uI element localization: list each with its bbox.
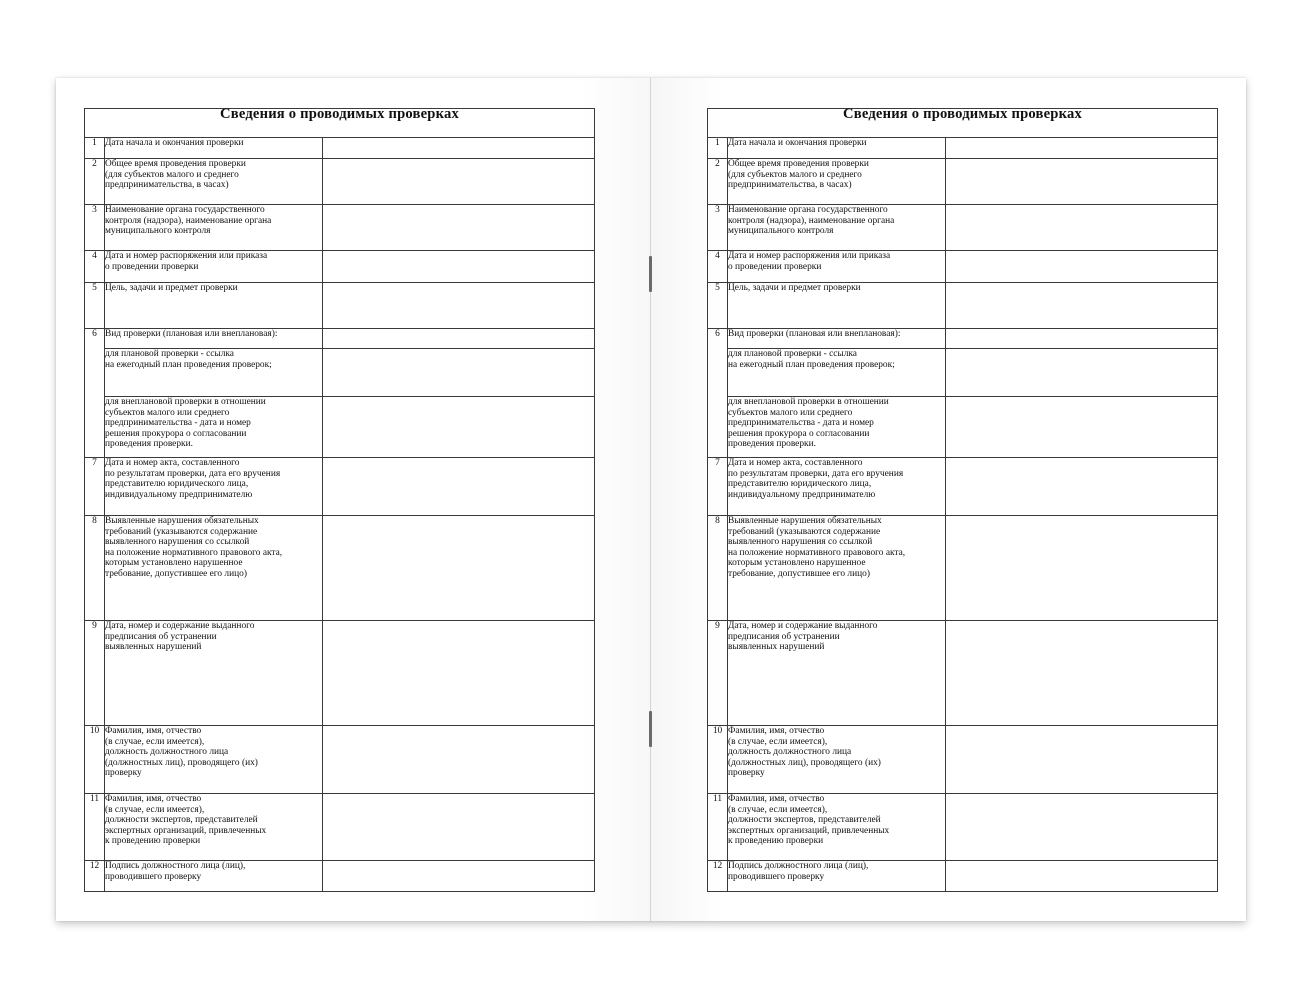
row-number: 12 <box>708 861 728 892</box>
row-label: Цель, задачи и предмет проверки <box>728 283 946 329</box>
form-title: Сведения о проводимых проверках <box>85 109 595 138</box>
row-number: 2 <box>708 159 728 205</box>
value-cell <box>323 159 595 205</box>
inspection-form-table <box>84 108 595 892</box>
value-cell <box>946 458 1218 516</box>
row-label: Цель, задачи и предмет проверки <box>105 283 323 329</box>
value-cell <box>946 349 1218 397</box>
row-label: Вид проверки (плановая или внеплановая): <box>728 329 946 349</box>
right-page <box>651 78 1246 921</box>
row-label: для плановой проверки - ссылка на ежегодный план проведения проверок; <box>105 349 323 397</box>
row-number: 4 <box>708 251 728 283</box>
value-cell <box>323 458 595 516</box>
row-number: 1 <box>85 138 105 159</box>
row-number: 6 <box>85 329 105 458</box>
row-number: 8 <box>708 516 728 621</box>
row-label: Общее время проведения проверки (для субъектов малого и среднего предпринимательства, в часах) <box>728 159 946 205</box>
left-page <box>56 78 651 921</box>
row-number: 3 <box>85 205 105 251</box>
row-number: 7 <box>85 458 105 516</box>
row-label: для плановой проверки - ссылка на ежегодный план проведения проверок; <box>728 349 946 397</box>
value-cell <box>946 159 1218 205</box>
row-label: для внеплановой проверки в отношении субъектов малого или среднего предпринимательства - дата и номер решения прокурора о согласовании проведения проверки. <box>728 397 946 458</box>
row-label: Фамилия, имя, отчество (в случае, если имеется), должности экспертов, представителей экспертных организаций, привлеченных к проведению проверки <box>105 794 323 861</box>
row-number: 11 <box>85 794 105 861</box>
inspection-form-table <box>707 108 1218 892</box>
value-cell <box>323 205 595 251</box>
row-number: 10 <box>708 726 728 794</box>
value-cell <box>946 329 1218 349</box>
value-cell <box>323 283 595 329</box>
row-number: 2 <box>85 159 105 205</box>
value-cell <box>323 794 595 861</box>
row-label: Выявленные нарушения обязательных требований (указываются содержание выявленного нарушения со ссылкой на положение нормативного правового акта, которым установлено нарушенное требование, допустившее его лицо) <box>105 516 323 621</box>
row-number: 3 <box>708 205 728 251</box>
row-label: Наименование органа государственного контроля (надзора), наименование органа муниципального контроля <box>105 205 323 251</box>
row-label: Дата и номер распоряжения или приказа о проведении проверки <box>728 251 946 283</box>
value-cell <box>323 397 595 458</box>
row-number: 6 <box>708 329 728 458</box>
value-cell <box>946 861 1218 892</box>
row-label: Дата, номер и содержание выданного предписания об устранении выявленных нарушений <box>105 621 323 726</box>
row-label: Фамилия, имя, отчество (в случае, если имеется), должность должностного лица (должностных лиц), проводящего (их) проверку <box>728 726 946 794</box>
row-label: Вид проверки (плановая или внеплановая): <box>105 329 323 349</box>
row-label: Дата начала и окончания проверки <box>105 138 323 159</box>
value-cell <box>946 726 1218 794</box>
value-cell <box>323 516 595 621</box>
row-number: 5 <box>85 283 105 329</box>
row-number: 8 <box>85 516 105 621</box>
value-cell <box>323 329 595 349</box>
staple <box>649 256 652 292</box>
row-label: Подпись должностного лица (лиц), проводившего проверку <box>105 861 323 892</box>
value-cell <box>946 138 1218 159</box>
row-label: Дата и номер акта, составленного по результатам проверки, дата его вручения представителю юридического лица, индивидуальному предпринимателю <box>728 458 946 516</box>
row-label: Общее время проведения проверки (для субъектов малого и среднего предпринимательства, в часах) <box>105 159 323 205</box>
row-label: Фамилия, имя, отчество (в случае, если имеется), должность должностного лица (должностных лиц), проводящего (их) проверку <box>105 726 323 794</box>
value-cell <box>946 516 1218 621</box>
value-cell <box>946 397 1218 458</box>
value-cell <box>323 621 595 726</box>
form-title: Сведения о проводимых проверках <box>708 109 1218 138</box>
value-cell <box>946 621 1218 726</box>
row-label: Фамилия, имя, отчество (в случае, если имеется), должности экспертов, представителей экспертных организаций, привлеченных к проведению проверки <box>728 794 946 861</box>
open-booklet-spread <box>56 78 1246 921</box>
row-number: 5 <box>708 283 728 329</box>
row-number: 9 <box>708 621 728 726</box>
value-cell <box>946 794 1218 861</box>
value-cell <box>946 205 1218 251</box>
row-number: 12 <box>85 861 105 892</box>
row-label: Дата, номер и содержание выданного предписания об устранении выявленных нарушений <box>728 621 946 726</box>
row-number: 4 <box>85 251 105 283</box>
row-label: для внеплановой проверки в отношении субъектов малого или среднего предпринимательства - дата и номер решения прокурора о согласовании проведения проверки. <box>105 397 323 458</box>
value-cell <box>323 726 595 794</box>
value-cell <box>323 251 595 283</box>
row-number: 9 <box>85 621 105 726</box>
row-label: Дата и номер акта, составленного по результатам проверки, дата его вручения представителю юридического лица, индивидуальному предпринимателю <box>105 458 323 516</box>
row-number: 7 <box>708 458 728 516</box>
row-label: Дата начала и окончания проверки <box>728 138 946 159</box>
value-cell <box>323 138 595 159</box>
row-number: 10 <box>85 726 105 794</box>
page-fold <box>650 78 651 921</box>
row-label: Дата и номер распоряжения или приказа о проведении проверки <box>105 251 323 283</box>
row-label: Наименование органа государственного контроля (надзора), наименование органа муниципального контроля <box>728 205 946 251</box>
row-number: 11 <box>708 794 728 861</box>
value-cell <box>323 349 595 397</box>
row-label: Подпись должностного лица (лиц), проводившего проверку <box>728 861 946 892</box>
value-cell <box>946 251 1218 283</box>
value-cell <box>946 283 1218 329</box>
value-cell <box>323 861 595 892</box>
row-label: Выявленные нарушения обязательных требований (указываются содержание выявленного нарушения со ссылкой на положение нормативного правового акта, которым установлено нарушенное требование, допустившее его лицо) <box>728 516 946 621</box>
row-number: 1 <box>708 138 728 159</box>
staple <box>649 711 652 747</box>
